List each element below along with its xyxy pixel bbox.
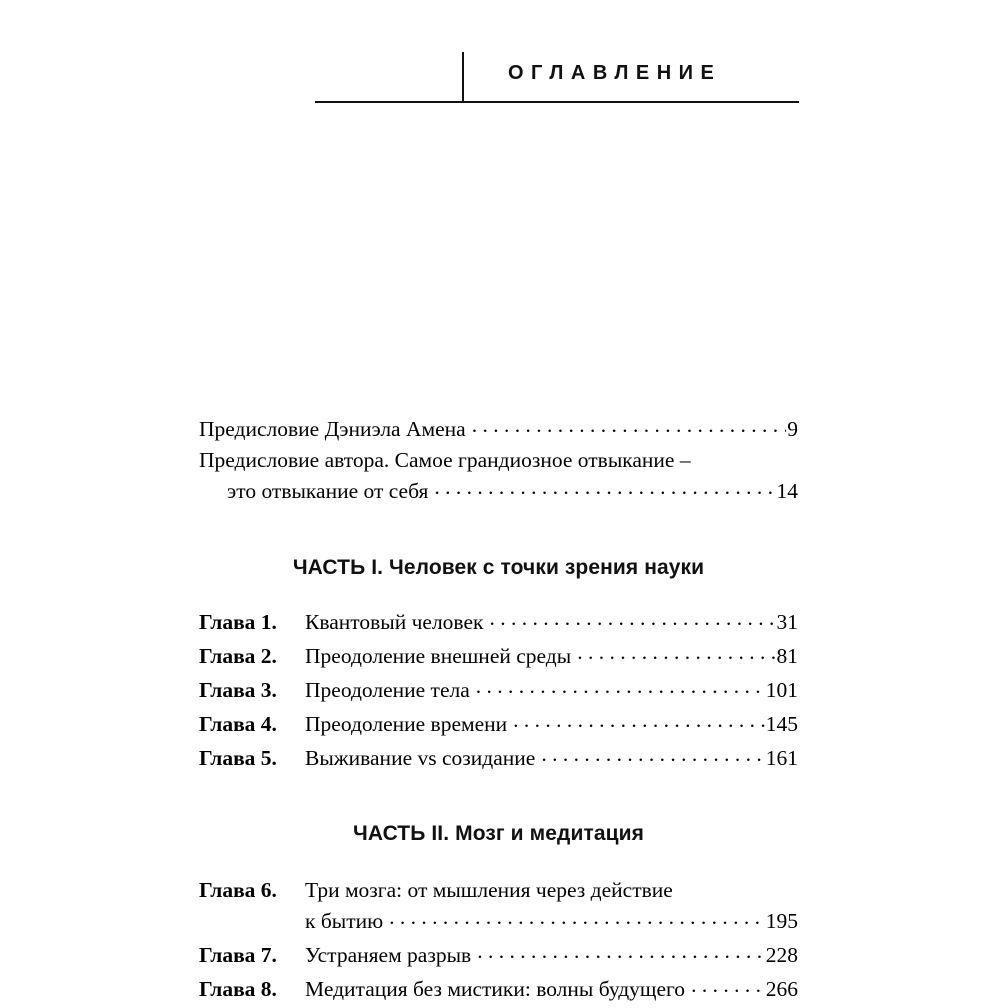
chapter-label: Глава 4.	[199, 712, 277, 736]
toc-entry-foreword-author[interactable]	[199, 445, 798, 507]
chapter-label: Глава 8.	[199, 977, 277, 1001]
chapter-list-part-1	[199, 607, 798, 774]
chapter-label: Глава 5.	[199, 746, 277, 770]
leader-dots	[472, 415, 787, 437]
leader-dots	[389, 907, 765, 929]
chapter-title: Преодоление тела	[305, 678, 470, 702]
chapter-label: Глава 1.	[199, 610, 277, 634]
toc-entry-chapter-5[interactable]	[199, 743, 798, 774]
spacer	[199, 848, 798, 875]
chapter-page: 161	[765, 746, 798, 770]
toc-entry-title-line-1: Предисловие автора. Самое грандиозное отвыкание –	[199, 448, 691, 472]
toc-entry-chapter-8[interactable]	[199, 974, 798, 1005]
toc-entry-chapter-4[interactable]	[199, 709, 798, 740]
chapter-continuation-row	[305, 906, 798, 937]
part-heading-2: ЧАСТЬ II. Мозг и медитация	[352, 822, 645, 845]
chapter-title-line-2: к бытию	[305, 909, 384, 933]
chapter-page: 228	[765, 943, 798, 967]
chapter-title-line-1: Три мозга: от мышления через действие	[305, 878, 673, 902]
chapter-page: 81	[776, 644, 798, 668]
toc-entry-chapter-2[interactable]	[199, 641, 798, 672]
toc-entry-page: 14	[776, 479, 798, 503]
chapter-title: Медитация без мистики: волны будущего	[305, 977, 686, 1001]
header-horizontal-rule	[315, 101, 799, 103]
chapter-title: Преодоление времени	[305, 712, 508, 736]
toc-entry-chapter-1[interactable]	[199, 607, 798, 638]
toc-entry-foreword-amen[interactable]	[199, 414, 798, 445]
leader-dots	[541, 744, 764, 766]
toc-entry-line-2	[227, 476, 798, 507]
chapter-title: Выживание vs созидание	[305, 746, 536, 770]
leader-dots	[489, 608, 775, 630]
toc-entry-chapter-3[interactable]	[199, 675, 798, 706]
leader-dots	[513, 710, 765, 732]
toc-entry-chapter-6[interactable]	[199, 875, 798, 937]
spacer	[199, 582, 798, 607]
toc-entry-line-2-wrap	[199, 476, 798, 507]
chapter-label: Глава 3.	[199, 678, 277, 702]
header-vertical-rule	[462, 52, 464, 102]
leader-dots	[477, 941, 765, 963]
toc-header	[315, 50, 799, 104]
chapter-page: 101	[765, 678, 798, 702]
toc-entry-title-line-2: это отвыкание от себя	[227, 479, 429, 503]
chapter-label: Глава 2.	[199, 644, 277, 668]
toc-content	[199, 414, 798, 1008]
spacer	[199, 507, 798, 554]
toc-entry-title: Предисловие Дэниэла Амена	[199, 417, 466, 441]
part-heading-1: ЧАСТЬ I. Человек с точки зрения науки	[292, 556, 705, 579]
page-title: ОГЛАВЛЕНИЕ	[508, 62, 722, 84]
chapter-title: Устраняем разрыв	[305, 943, 472, 967]
chapter-label: Глава 6.	[199, 878, 277, 902]
chapter-title: Преодоление внешней среды	[305, 644, 572, 668]
leader-dots	[476, 676, 765, 698]
front-matter-list	[199, 414, 798, 507]
toc-entry-chapter-7[interactable]	[199, 940, 798, 971]
chapter-page: 195	[765, 909, 798, 933]
toc-entry-page: 9	[787, 417, 798, 441]
chapter-page: 266	[765, 977, 798, 1001]
chapter-page: 145	[765, 712, 798, 736]
spacer	[199, 777, 798, 820]
chapter-title: Квантовый человек	[305, 610, 484, 634]
chapter-page: 31	[776, 610, 798, 634]
chapter-second-line	[199, 906, 798, 937]
leader-dots	[434, 477, 775, 499]
leader-dots	[691, 975, 765, 997]
chapter-list-part-2	[199, 875, 798, 1005]
chapter-label: Глава 7.	[199, 943, 277, 967]
leader-dots	[577, 642, 775, 664]
chapter-first-line	[199, 875, 798, 906]
